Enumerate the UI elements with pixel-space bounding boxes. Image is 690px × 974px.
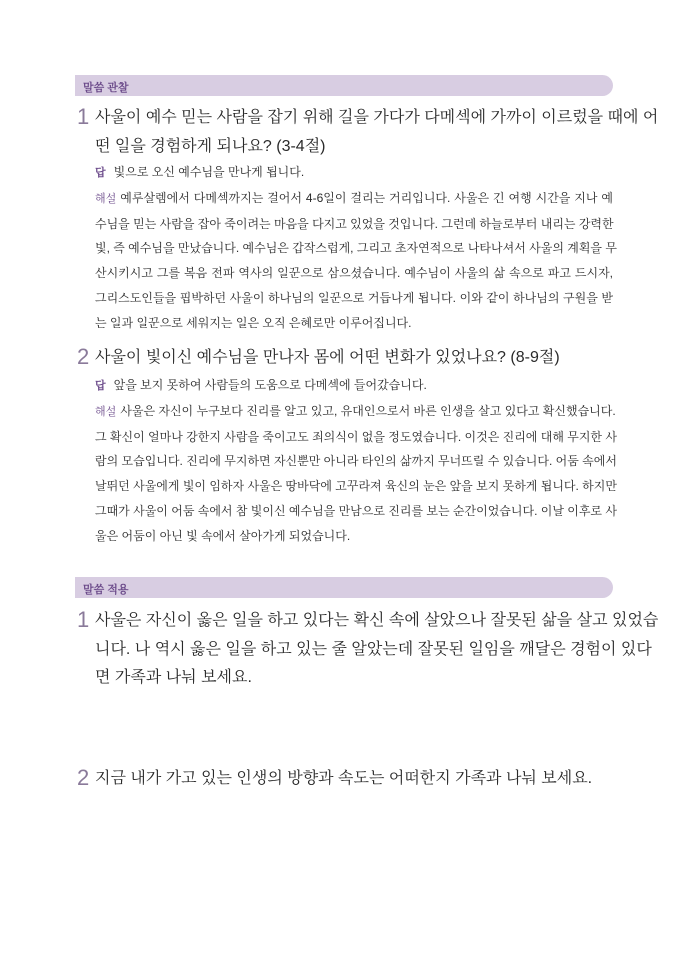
observation-question-1 xyxy=(77,104,659,161)
explanation-text: 는 일과 일꾼으로 세워지는 일은 오직 은혜로만 이루어집니다. xyxy=(95,315,412,330)
question-text: 떤 일을 경험하게 되나요? (3-4절) xyxy=(95,137,326,155)
answer-line xyxy=(95,160,613,186)
application-question-1 xyxy=(77,607,659,693)
section-header-application xyxy=(75,577,613,598)
question-text: 사울이 빛이신 예수님을 만나자 몸에 어떤 변화가 있었나요? (8-9절) xyxy=(95,349,560,366)
answer-label: 답 xyxy=(95,167,106,179)
explanation-text: 날뛰던 사울에게 빛이 임하자 사울은 땅바닥에 고꾸라져 육신의 눈은 앞을 보지 못하게 됩니다. 하지만 xyxy=(95,479,617,494)
section-title: 말씀 적용 xyxy=(83,584,129,596)
question-number: 2 xyxy=(77,344,90,369)
answer-label: 답 xyxy=(95,380,106,392)
section-header-observation xyxy=(75,75,613,96)
question-number: 1 xyxy=(77,104,90,129)
explanation-text: 수님을 믿는 사람을 잡아 죽이려는 마음을 다지고 있었을 것입니다. 그런데 하늘로부터 내리는 강력한 xyxy=(95,216,614,231)
explanation-text: 예루살렘에서 다메섹까지는 걸어서 4-6일이 걸리는 거리입니다. 사울은 긴 여행 시간을 지나 예 xyxy=(120,190,613,205)
question-text: 사울은 자신이 옳은 일을 하고 있다는 확신 속에 살았으나 잘못된 삶을 살고 있었습 xyxy=(95,612,659,629)
explanation-line xyxy=(95,186,613,212)
observation-question-2 xyxy=(77,344,617,373)
explanation-text: 그때가 사울이 어둠 속에서 참 빛이신 예수님을 만남으로 진리를 보는 순간이었습니다. 이날 이후로 사 xyxy=(95,503,617,518)
explanation-text: 산시키시고 그를 복음 전파 역사의 일꾼으로 삼으셨습니다. 예수님이 사울의 삶 속으로 파고 드시자, xyxy=(95,266,613,281)
question-text: 지금 내가 가고 있는 인생의 방향과 속도는 어떠한지 가족과 나눠 보세요. xyxy=(95,770,593,787)
application-question-2 xyxy=(77,765,617,794)
question-text: 사울이 예수 믿는 사람을 잡기 위해 길을 가다가 다메섹에 가까이 이르렀을 때에 어 xyxy=(95,109,659,126)
question-number: 1 xyxy=(77,607,90,632)
explanation-text: 람의 모습입니다. 진리에 무지하면 자신뿐만 아니라 타인의 삶까지 무너뜨릴 수 있습니다. 어둠 속에서 xyxy=(95,454,617,469)
answer-line xyxy=(95,373,613,399)
section-title: 말씀 관찰 xyxy=(83,82,129,94)
explanation-text: 사울은 자신이 누구보다 진리를 알고 있고, 유대인으로서 바른 인생을 살고 있다고 확신했습니다. xyxy=(120,403,616,418)
answer-text: 앞을 보지 못하여 사람들의 도움으로 다메섹에 들어갔습니다. xyxy=(113,378,427,392)
explanation-text: 그리스도인들을 핍박하던 사울이 하나님의 일꾼으로 거듭나게 됩니다. 이와 같이 하나님의 구원을 받 xyxy=(95,290,613,305)
question-text: 면 가족과 나눠 보세요. xyxy=(95,669,252,686)
question-text: 니다. 나 역시 옳은 일을 하고 있는 줄 알았는데 잘못된 일임을 깨달은 경험이 있다 xyxy=(95,640,652,658)
explanation-text: 빛, 즉 예수님을 만났습니다. 예수님은 갑작스럽게, 그리고 초자연적으로 나타나셔서 사울의 계획을 무 xyxy=(95,241,617,256)
observation-answer-1 xyxy=(95,160,617,336)
explanation-text: 울은 어둠이 아닌 빛 속에서 살아가게 되었습니다. xyxy=(95,528,351,543)
explanation-label: 해설 xyxy=(95,405,117,418)
explanation-text: 그 확신이 얼마나 강한지 사람을 죽이고도 죄의식이 없을 정도였습니다. 이것은 진리에 대해 무지한 사 xyxy=(95,429,617,444)
answer-text: 빛으로 오신 예수님을 만나게 됩니다. xyxy=(113,165,305,179)
explanation-line xyxy=(95,399,616,425)
question-number: 2 xyxy=(77,765,90,790)
explanation-label: 해설 xyxy=(95,192,117,205)
observation-answer-2 xyxy=(95,373,617,549)
